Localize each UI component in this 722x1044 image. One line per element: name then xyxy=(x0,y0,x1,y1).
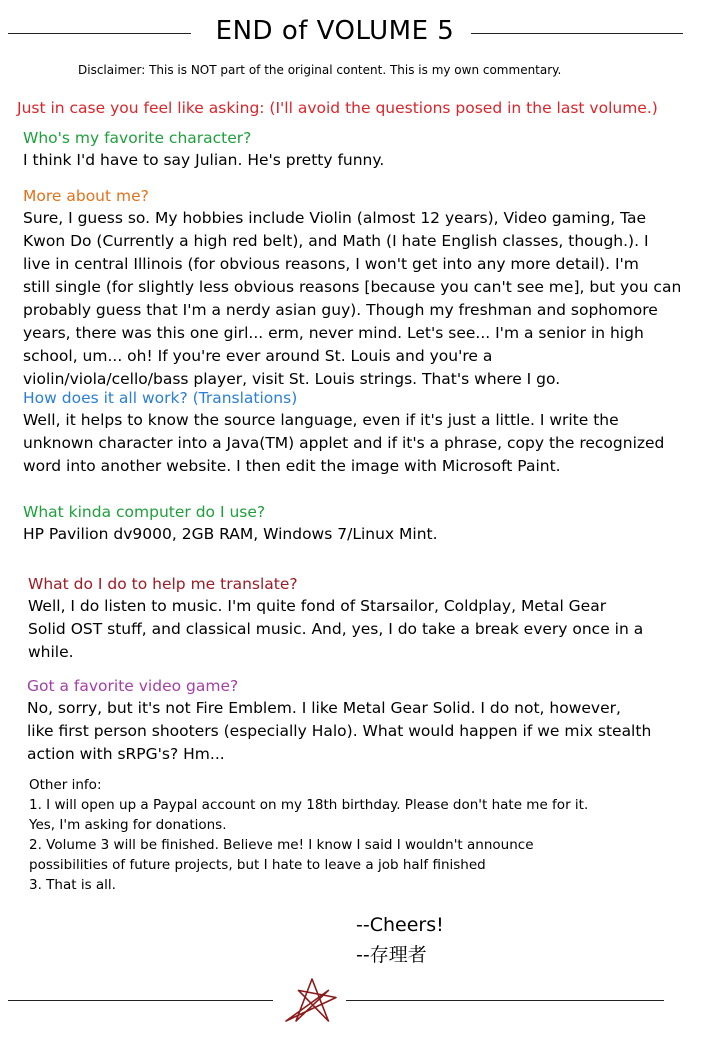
faq-answer: I think I'd have to say Julian. He's pretty funny. xyxy=(23,151,385,169)
signoff-cheers: --Cheers! xyxy=(356,914,444,936)
signoff xyxy=(356,910,444,970)
faq-question: More about me? xyxy=(23,187,149,205)
faq-question: What kinda computer do I use? xyxy=(23,503,266,521)
page-title: END of VOLUME 5 xyxy=(215,16,455,46)
faq-item xyxy=(27,675,651,766)
heptagram-star-icon xyxy=(282,976,342,1032)
footer-rule-left xyxy=(8,1000,273,1001)
intro-text: Just in case you feel like asking: (I'll avoid the questions posed in the last volume.) xyxy=(17,99,658,117)
faq-question: Who's my favorite character? xyxy=(23,129,252,147)
faq-answer: Sure, I guess so. My hobbies include Violin (almost 12 years), Video gaming, Tae Kwon Do (Currently a high red belt), and Math (I hate English classes, though.). I live in central Illinois (for obvious reasons, I won't get into any more detail). I'm still single (for slightly less obvious reasons [because you can't see me], but you can probably guess that I'm a nerdy asian guy). Though my freshman and sophomore years, there was this one girl... erm, never mind. Let's see... I'm a senior in high school, um... oh! If you're ever around St. Louis and you're a violin/viola/cello/bass player, visit St. Louis strings. That's where I go. xyxy=(23,209,682,388)
faq-answer: Well, it helps to know the source language, even if it's just a little. I write the unknown character into a Java(TM) applet and if it's a phrase, copy the recognized word into another website. I then edit the image with Microsoft Paint. xyxy=(23,411,665,475)
faq-item xyxy=(23,501,438,546)
title-rule-left xyxy=(8,33,191,34)
faq-item xyxy=(23,387,664,478)
faq-answer: HP Pavilion dv9000, 2GB RAM, Windows 7/Linux Mint. xyxy=(23,525,438,543)
faq-answer: Well, I do listen to music. I'm quite fond of Starsailor, Coldplay, Metal Gear Solid OST stuff, and classical music. And, yes, I do take a break every once in a while. xyxy=(28,597,644,661)
footer-rule-right xyxy=(346,1000,664,1001)
faq-item xyxy=(28,573,643,664)
faq-item xyxy=(23,127,384,172)
faq-question: Got a favorite video game? xyxy=(27,677,239,695)
faq-question: How does it all work? (Translations) xyxy=(23,389,298,407)
faq-item xyxy=(23,185,681,391)
title-rule-right xyxy=(471,33,683,34)
faq-question: What do I do to help me translate? xyxy=(28,575,298,593)
signoff-signature: --存理者 xyxy=(356,944,427,966)
faq-answer: No, sorry, but it's not Fire Emblem. I like Metal Gear Solid. I do not, however, like first person shooters (especially Halo). What would happen if we mix stealth action with sRPG's? Hm... xyxy=(27,699,652,763)
disclaimer: Disclaimer: This is NOT part of the original content. This is my own commentary. xyxy=(78,63,562,77)
other-info: Other info: 1. I will open up a Paypal account on my 18th birthday. Please don't hate me for it. Yes, I'm asking for donations. 2. Volume 3 will be finished. Believe me! I know I said I wouldn't announce possibilities of future projects, but I hate to leave a job half finished 3. That is all. xyxy=(29,777,589,893)
